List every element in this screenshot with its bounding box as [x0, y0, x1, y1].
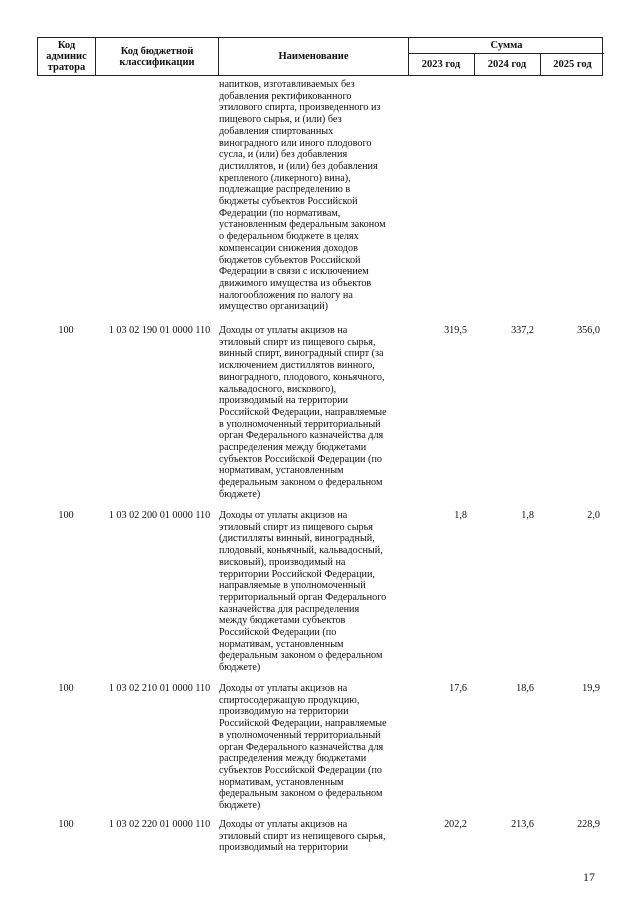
row-kbk: 1 03 02 200 01 0000 110	[108, 510, 211, 521]
row-amount-2023: 1,8	[454, 510, 467, 521]
row-amount-2023: 202,2	[444, 819, 467, 830]
row-admin-code: 100	[58, 325, 74, 336]
header-admin-code: Код админис тратора	[46, 40, 87, 73]
row-admin-code: 100	[58, 819, 74, 830]
row-amount-2025: 356,0	[577, 325, 600, 336]
row-name: Доходы от уплаты акцизов на спиртосодержащую продукцию, производимую на территории Российской Федерации, направляемые в уполномоченный территориальный орган Федерального казначейства для распределения между бюджетами субъектов Российской Федерации (по нормативам, установленным федеральным законом о федеральном бюджете)	[219, 683, 387, 812]
row-amount-2025: 19,9	[582, 683, 600, 694]
row-admin-code: 100	[58, 510, 74, 521]
row-name: Доходы от уплаты акцизов на этиловый спирт из непищевого сырья, производимый на территории	[219, 819, 386, 854]
page-number: 17	[583, 870, 595, 884]
row-amount-2023: 319,5	[444, 325, 467, 336]
header-sum: Сумма	[490, 40, 523, 51]
header-year-2023: 2023 год	[421, 59, 461, 70]
row-name: Доходы от уплаты акцизов на этиловый спирт из пищевого сырья, винный спирт, виноградный спирт (за исключением дистиллятов винного, виноградного, плодового, коньячного, кальвадосного, вискового), производимый на территории Российской Федерации, направляемые в уполномоченный территориальный орган Федерального казначейства для распределения между бюджетами субъектов Российской Федерации (по нормативам, установленным федеральным законом о федеральном бюджете)	[219, 325, 387, 500]
row-kbk: 1 03 02 220 01 0000 110	[108, 819, 211, 830]
row-name: Доходы от уплаты акцизов на этиловый спирт из пищевого сырья (дистилляты винный, виноградный, плодовый, коньячный, кальвадосный, висковый), производимый на территории Российской Федерации, направляемые в уполномоченный территориальный орган Федерального казначейства для распределения между бюджетами субъектов Российской Федерации (по нормативам, установленным федеральным законом о федеральном бюджете)	[219, 510, 387, 674]
row-amount-2023: 17,6	[449, 683, 467, 694]
row-amount-2024: 213,6	[511, 819, 534, 830]
row-amount-2025: 228,9	[577, 819, 600, 830]
header-year-2025: 2025 год	[553, 59, 592, 70]
row-name: напитков, изготавливаемых без добавления ректификованного этилового спирта, произведенного из пищевого сырья, и (или) без добавления спиртованных виноградного или иного плодового сусла, и (или) без добавления дистиллятов, и (или) без добавления крепленого (ликерного) вина), подлежащие распределению в бюджеты субъектов Российской Федерации (по нормативам, установленным федеральным законом о федеральном бюджете в целях компенсации снижения доходов бюджетов субъектов Российской Федерации в связи с исключением движимого имущества из объектов налогообложения по налогу на имущество организаций)	[219, 79, 386, 313]
header-year-2024: 2024 год	[487, 59, 527, 70]
row-kbk: 1 03 02 210 01 0000 110	[108, 683, 211, 694]
header-kbk: Код бюджетной классификации	[119, 45, 195, 68]
row-kbk: 1 03 02 190 01 0000 110	[108, 325, 211, 336]
row-amount-2024: 1,8	[521, 510, 534, 521]
row-admin-code: 100	[58, 683, 74, 694]
header-name: Наименование	[278, 51, 349, 62]
row-amount-2024: 337,2	[511, 325, 534, 336]
row-amount-2025: 2,0	[587, 510, 600, 521]
table-header	[37, 37, 603, 76]
row-amount-2024: 18,6	[516, 683, 534, 694]
